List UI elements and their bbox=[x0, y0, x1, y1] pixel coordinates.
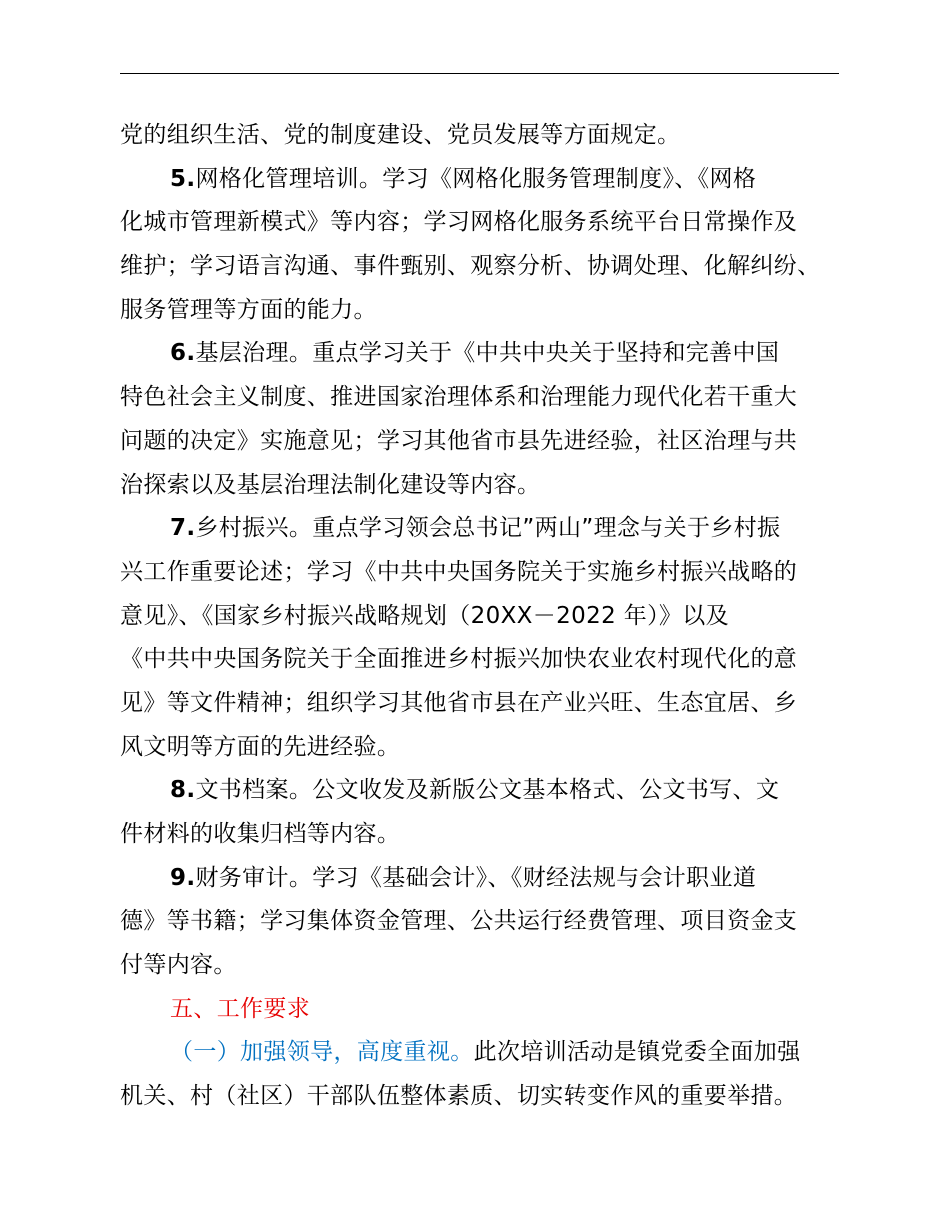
line-text: 财务审计。学习《基础会计》、《财经法规与会计职业道 bbox=[195, 864, 757, 891]
line-text: 此次培训活动是镇党委全面加强 bbox=[473, 1039, 801, 1066]
item-9-line-1 bbox=[120, 857, 850, 901]
line-text: 德》等书籍；学习集体资金管理、公共运行经费管理、项目资金支 bbox=[120, 908, 798, 935]
line-text: 风文明等方面的先进经验。 bbox=[120, 733, 401, 760]
item-6-line-3 bbox=[120, 420, 850, 464]
item-9-line-2 bbox=[120, 900, 850, 944]
item-5-line-1 bbox=[120, 158, 850, 202]
item-number-7: 7. bbox=[170, 515, 196, 542]
item-5-line-4 bbox=[120, 289, 850, 333]
item-9-line-3 bbox=[120, 944, 850, 988]
section-heading bbox=[120, 988, 850, 1032]
subsection-heading: （一）加强领导，高度重视。 bbox=[170, 1039, 474, 1066]
item-5-line-3 bbox=[120, 245, 850, 289]
line-text: 特色社会主义制度、推进国家治理体系和治理能力现代化若干重大 bbox=[120, 384, 798, 411]
item-number-6: 6. bbox=[170, 340, 196, 367]
item-8-line-1 bbox=[120, 769, 850, 813]
item-8-line-2 bbox=[120, 813, 850, 857]
item-6-line-4 bbox=[120, 464, 850, 508]
item-7-line-1 bbox=[120, 507, 850, 551]
line-text: 见》等文件精神；组织学习其他省市县在产业兴旺、生态宜居、乡 bbox=[120, 689, 798, 716]
item-number-5: 5. bbox=[170, 165, 196, 192]
line-text: 网格化管理培训。学习《网格化服务管理制度》、《网格 bbox=[195, 165, 757, 192]
subsection-1-line-2 bbox=[120, 1075, 850, 1119]
line-text: 乡村振兴。重点学习领会总书记”两山”理念与关于乡村振 bbox=[195, 515, 781, 542]
line-text: 治探索以及基层治理法制化建设等内容。 bbox=[120, 471, 541, 498]
item-7-line-3 bbox=[120, 595, 850, 639]
item-number-8: 8. bbox=[170, 777, 196, 804]
line-text: 兴工作重要论述；学习《中共中央国务院关于实施乡村振兴战略的 bbox=[120, 558, 798, 585]
item-7-line-4 bbox=[120, 638, 850, 682]
line-text: 党的组织生活、党的制度建设、党员发展等方面规定。 bbox=[120, 122, 681, 148]
line-text: 化城市管理新模式》等内容；学习网格化服务系统平台日常操作及 bbox=[120, 209, 798, 236]
line-text: 《中共中央国务院关于全面推进乡村振兴加快农业农村现代化的意 bbox=[120, 646, 798, 673]
section-heading-text: 五、工作要求 bbox=[170, 995, 311, 1022]
line-text: 服务管理等方面的能力。 bbox=[120, 296, 377, 323]
item-5-line-2 bbox=[120, 201, 850, 245]
line-text: 文书档案。公文收发及新版公文基本格式、公文书写、文 bbox=[195, 777, 780, 804]
line-text: 意见》、《国家乡村振兴战略规划（20XX－2022 年）》以及 bbox=[120, 602, 729, 629]
header-rule bbox=[120, 73, 839, 74]
item-7-line-2 bbox=[120, 551, 850, 595]
item-7-line-5 bbox=[120, 682, 850, 726]
item-6-line-1 bbox=[120, 332, 850, 376]
item-number-9: 9. bbox=[170, 864, 196, 891]
line-text: 付等内容。 bbox=[120, 952, 237, 979]
line-text: 件材料的收集归档等内容。 bbox=[120, 821, 401, 847]
line-text: 基层治理。重点学习关于《中共中央关于坚持和完善中国 bbox=[195, 340, 780, 367]
item-6-line-2 bbox=[120, 376, 850, 420]
text-line-1 bbox=[120, 114, 850, 158]
item-7-line-6 bbox=[120, 726, 850, 770]
line-text: 机关、村（社区）干部队伍整体素质、切实转变作风的重要举措。 bbox=[120, 1083, 798, 1110]
line-text: 维护；学习语言沟通、事件甄别、观察分析、协调处理、化解纠纷、 bbox=[120, 253, 821, 280]
document-body bbox=[120, 114, 850, 1119]
subsection-1-line-1 bbox=[120, 1031, 850, 1075]
line-text: 问题的决定》实施意见；学习其他省市县先进经验，社区治理与共 bbox=[120, 427, 798, 454]
